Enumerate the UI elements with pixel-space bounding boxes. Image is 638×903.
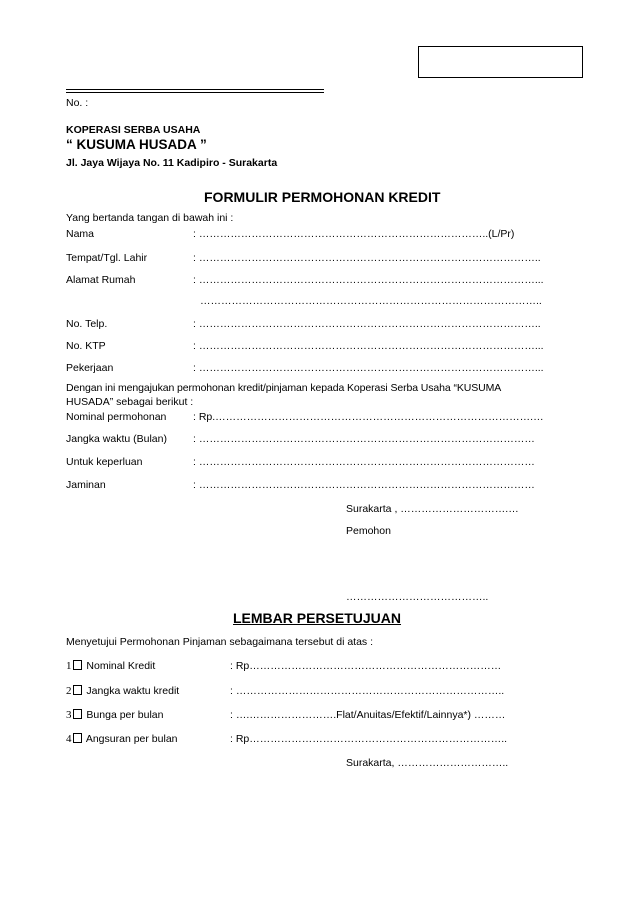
approval-title: LEMBAR PERSETUJUAN: [233, 610, 402, 626]
loan-label-jangka-waktu: Jangka waktu (Bulan): [66, 433, 167, 445]
approval-place-date[interactable]: Surakarta, …………………………..: [346, 757, 509, 769]
form-intro: Yang bertanda tangan di bawah ini :: [66, 212, 234, 224]
checkbox-icon[interactable]: [73, 685, 82, 695]
document-number-label: No. :: [66, 97, 89, 109]
statement-line-1: Dengan ini mengajukan permohonan kredit/pinjaman kepada Koperasi Serba Usaha “KUSUMA: [66, 382, 502, 394]
loan-input-keperluan[interactable]: : ……………………………………………………………………………………: [193, 456, 535, 468]
place-date-field[interactable]: Surakarta , ………………………….…: [346, 503, 519, 515]
form-title: FORMULIR PERMOHONAN KREDIT: [204, 189, 441, 205]
item-label: Jangka waktu kredit: [86, 685, 180, 697]
approval-item-1: [66, 660, 155, 672]
field-input-nama[interactable]: : ………………………………………………………………………..(L/Pr): [193, 228, 515, 240]
field-input-telp[interactable]: : ……………………………………………………………………………………..: [193, 318, 541, 330]
checkbox-icon[interactable]: [73, 733, 82, 743]
item-number: 2: [66, 685, 72, 697]
approval-intro: Menyetujui Permohonan Pinjaman sebagaimana tersebut di atas :: [66, 636, 374, 648]
field-label-alamat: Alamat Rumah: [66, 274, 136, 286]
checkbox-icon[interactable]: [73, 709, 82, 719]
item-number: 1: [66, 660, 72, 672]
header-divider-bottom: [66, 92, 324, 93]
loan-input-nominal[interactable]: : Rp.……………………………………………………………………………….…: [193, 411, 544, 423]
field-label-pekerjaan: Pekerjaan: [66, 362, 114, 374]
organization-name: “ KUSUMA HUSADA ”: [66, 137, 207, 152]
organization-address: Jl. Jaya Wijaya No. 11 Kadipiro - Surakarta: [66, 157, 278, 169]
item-label: Nominal Kredit: [86, 660, 156, 672]
field-label-tempat-lahir: Tempat/Tgl. Lahir: [66, 252, 148, 264]
field-input-ktp[interactable]: : ……………………………………………………………………………………...: [193, 340, 544, 352]
approval-item-4: [66, 733, 178, 745]
reference-number-box[interactable]: [418, 46, 583, 78]
field-label-nama: Nama: [66, 228, 95, 240]
loan-label-keperluan: Untuk keperluan: [66, 456, 143, 468]
field-input-alamat[interactable]: : ……………………………………………………………………………………...: [193, 274, 544, 286]
approval-input-bunga[interactable]: : ….…………………….Flat/Anuitas/Efektif/Lainnya*) ………: [230, 709, 506, 721]
field-input-alamat-line2[interactable]: ……………………………………………………………………………………..: [200, 295, 542, 307]
item-number: 3: [66, 709, 72, 721]
header-divider-top: [66, 89, 324, 90]
loan-label-nominal: Nominal permohonan: [66, 411, 167, 423]
loan-label-jaminan: Jaminan: [66, 479, 106, 491]
field-label-ktp: No. KTP: [66, 340, 106, 352]
item-label: Angsuran per bulan: [85, 733, 178, 745]
statement-line-2: HUSADA” sebagai berikut :: [66, 396, 194, 408]
checkbox-icon[interactable]: [73, 660, 82, 670]
applicant-signature-line[interactable]: …………………………………..: [346, 591, 489, 603]
item-number: 4: [66, 733, 72, 745]
approval-item-3: [66, 709, 164, 721]
approval-item-2: [66, 685, 179, 697]
loan-input-jangka-waktu[interactable]: : ……………………………………………………………………………………: [193, 433, 535, 445]
field-label-telp: No. Telp.: [66, 318, 108, 330]
loan-input-jaminan[interactable]: : ……………………………………………………………………………………: [193, 479, 535, 491]
approval-input-angsuran[interactable]: : Rp………………………………………………………………..: [230, 733, 508, 745]
approval-input-jangka-waktu[interactable]: : …………………………………………………………………..: [230, 685, 505, 697]
organization-type: KOPERASI SERBA USAHA: [66, 124, 201, 136]
approval-input-nominal[interactable]: : Rp………………………………………………………………: [230, 660, 502, 672]
field-input-pekerjaan[interactable]: : ……………………………………………………………………………………...: [193, 362, 544, 374]
applicant-label: Pemohon: [346, 525, 391, 537]
field-input-tempat-lahir[interactable]: : ……………………………………………………………………………………..: [193, 252, 541, 264]
item-label: Bunga per bulan: [86, 709, 164, 721]
